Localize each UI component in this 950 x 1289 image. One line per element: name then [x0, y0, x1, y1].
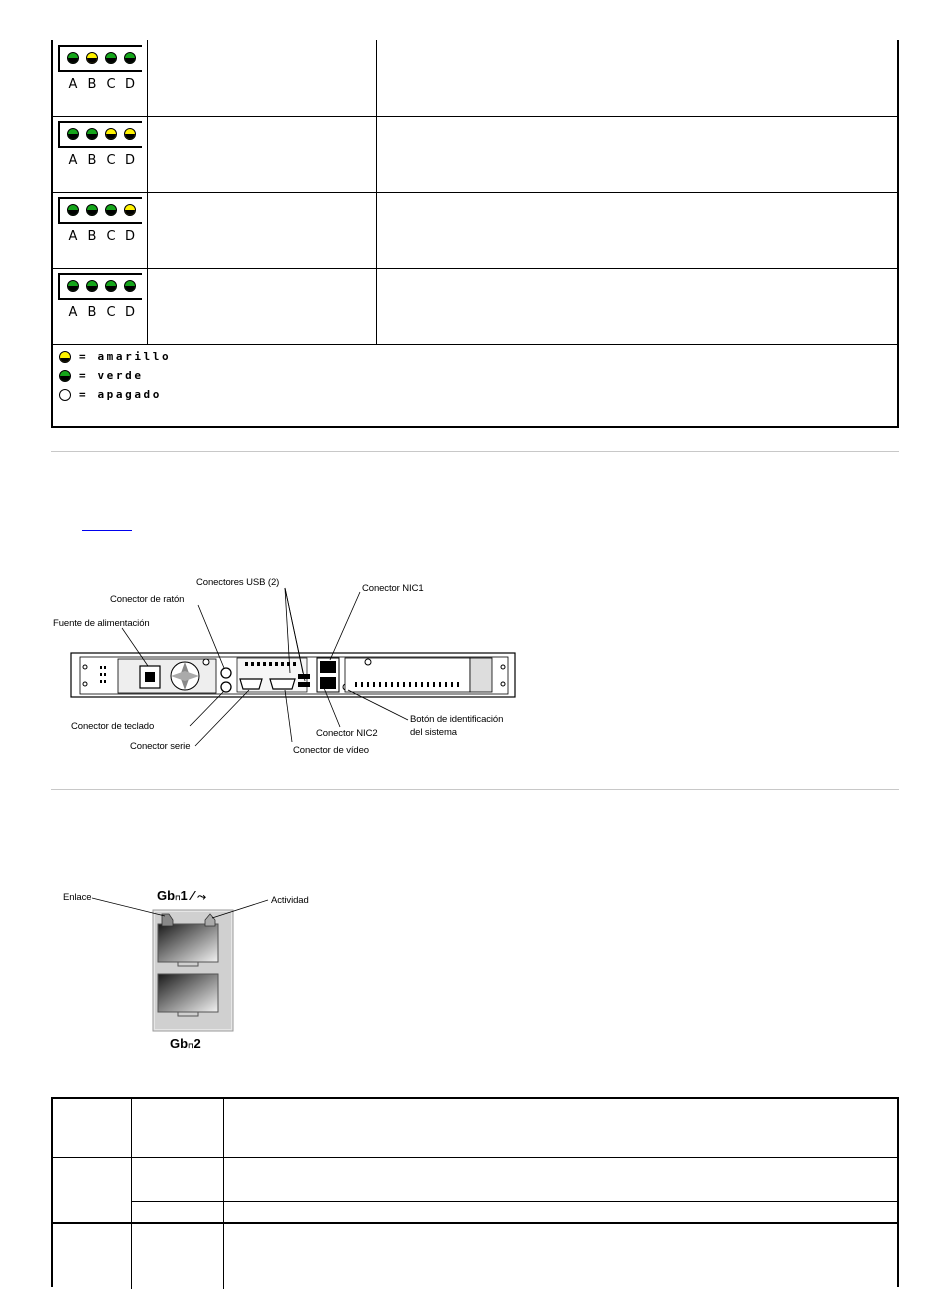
led-column-letter: C — [106, 153, 116, 168]
nic-indicator-diagram — [0, 880, 360, 1060]
system-id-button-label: Botón de identificación — [410, 714, 504, 725]
legend-item — [59, 369, 144, 382]
led-pattern-table — [51, 40, 899, 428]
led-indicator-green — [124, 280, 136, 292]
led-indicator-yellow — [86, 52, 98, 64]
legend-led-yellow — [59, 351, 71, 363]
serial-connector-label: Conector serie — [130, 741, 191, 752]
usb-connectors-label: Conectores USB (2) — [196, 577, 280, 588]
system-id-button-label-line2: del sistema — [410, 727, 457, 738]
led-column-letter: A — [68, 305, 78, 320]
led-column-letter: B — [87, 229, 97, 244]
section-divider — [51, 789, 899, 790]
back-panel-diagram — [0, 570, 600, 770]
led-column-letter: A — [68, 229, 78, 244]
column-divider — [131, 1099, 132, 1289]
mouse-connector-label: Conector de ratón — [110, 594, 185, 605]
power-supply-label: Fuente de alimentación — [53, 618, 150, 629]
activity-indicator-label: Actividad — [271, 895, 309, 906]
legend-led-off — [59, 389, 71, 401]
video-connector-label: Conector de vídeo — [293, 745, 369, 756]
led-pattern-row — [53, 268, 897, 345]
led-pattern-row — [53, 192, 897, 269]
nic1-port-label: Gb⊓1 ⁄ ⤳ — [157, 888, 206, 903]
legend-label: = apagado — [79, 388, 163, 401]
back-panel-drawing — [0, 570, 600, 770]
led-column-letter: D — [124, 305, 135, 320]
nic1-connector-label: Conector NIC1 — [362, 583, 424, 594]
column-divider — [223, 1099, 224, 1289]
keyboard-connector-label: Conector de teclado — [71, 721, 155, 732]
led-pattern-row — [53, 40, 897, 117]
led-indicator-green — [105, 280, 117, 292]
legend-label: = verde — [79, 369, 144, 382]
nic-port-drawing — [0, 880, 360, 1060]
nic-indicator-table — [51, 1097, 899, 1287]
led-pattern-row — [53, 116, 897, 193]
led-column-letter: A — [68, 153, 78, 168]
row-divider — [53, 1157, 897, 1158]
led-indicator-yellow — [124, 128, 136, 140]
legend-label: = amarillo — [79, 350, 172, 363]
led-indicator-green — [67, 52, 79, 64]
led-indicator-green — [86, 204, 98, 216]
led-indicator-green — [124, 52, 136, 64]
led-indicator-green — [86, 128, 98, 140]
led-column-letter: B — [87, 77, 97, 92]
led-indicator-green — [86, 280, 98, 292]
row-divider — [53, 1222, 897, 1224]
led-indicator-green — [67, 128, 79, 140]
led-column-letter: B — [87, 153, 97, 168]
legend-item — [59, 350, 171, 363]
led-legend — [53, 346, 897, 426]
led-column-letter: C — [106, 305, 116, 320]
led-indicator-yellow — [124, 204, 136, 216]
led-column-letter: D — [124, 77, 135, 92]
row-divider — [131, 1201, 897, 1202]
section-divider — [51, 451, 899, 452]
led-indicator-green — [105, 204, 117, 216]
led-column-letter: C — [106, 229, 116, 244]
top-link[interactable] — [82, 518, 132, 531]
led-column-letter: B — [87, 305, 97, 320]
led-indicator-green — [67, 204, 79, 216]
legend-led-green — [59, 370, 71, 382]
led-column-letter: D — [124, 229, 135, 244]
led-indicator-green — [67, 280, 79, 292]
nic2-connector-label: Conector NIC2 — [316, 728, 378, 739]
nic2-port-label: Gb⊓2 — [170, 1036, 201, 1051]
legend-item — [59, 388, 162, 401]
led-column-letter: C — [106, 77, 116, 92]
link-indicator-label: Enlace — [63, 892, 92, 903]
led-indicator-green — [105, 52, 117, 64]
led-column-letter: A — [68, 77, 78, 92]
led-indicator-yellow — [105, 128, 117, 140]
led-column-letter: D — [124, 153, 135, 168]
